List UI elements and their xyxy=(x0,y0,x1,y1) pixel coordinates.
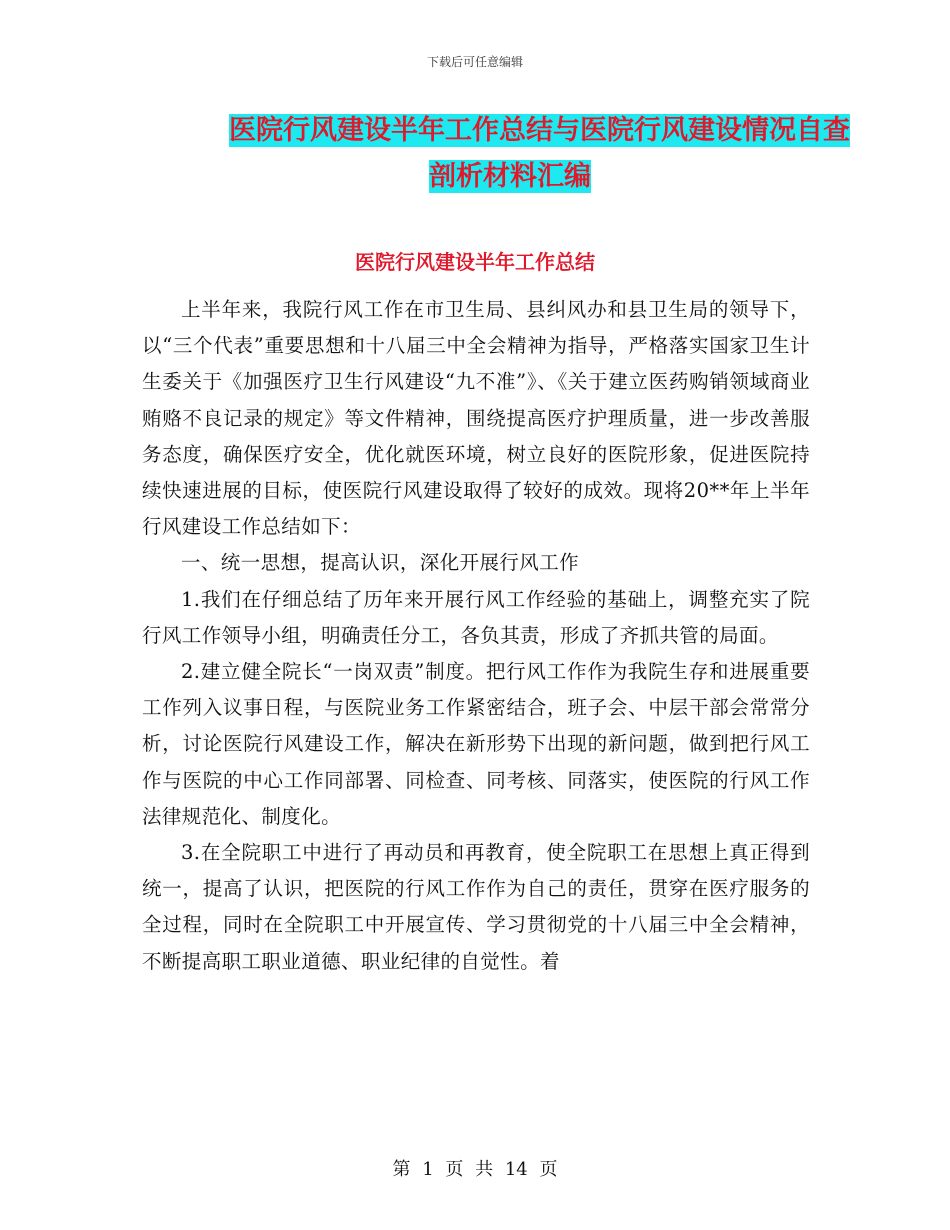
body-text xyxy=(142,292,810,980)
paragraph-item-3: 3.在全院职工中进行了再动员和再教育，使全院职工在思想上真正得到统一，提高了认识，把医院的行风工作作为自己的责任，贯穿在医疗服务的全过程，同时在全院职工中开展宣传、学习贯彻党的十八届三中全会精神，不断提高职工职业道德、职业纪律的自觉性。着 xyxy=(142,841,810,973)
page-footer: 第 1 页 共 14 页 xyxy=(392,1159,558,1180)
header-note: 下载后可任意编辑 xyxy=(426,55,523,69)
section-title: 医院行风建设半年工作总结 xyxy=(355,250,595,274)
paragraph-intro: 上半年来，我院行风工作在市卫生局、县纠风办和县卫生局的领导下，以“三个代表”重要思想和十八届三中全会精神为指导，严格落实国家卫生计生委关于《加强医疗卫生行风建设“九不准”》、《关于建立医药购销领域商业贿赂不良记录的规定》等文件精神，围绕提高医疗护理质量，进一步改善服务态度，确保医疗安全，优化就医环境，树立良好的医院形象，促进医院持续快速进展的目标，使医院行风建设取得了较好的成效。现将20**年上半年行风建设工作总结如下： xyxy=(142,298,810,539)
document-title xyxy=(150,108,850,200)
paragraph-item-2: 2.建立健全院长“一岗双责”制度。把行风工作作为我院生存和进展重要工作列入议事日程，与医院业务工作紧密结合，班子会、中层干部会常常分析，讨论医院行风建设工作，解决在新形势下出现的新问题，做到把行风工作与医院的中心工作同部署、同检查、同考核、同落实，使医院的行风工作法律规范化、制度化。 xyxy=(142,660,810,828)
title-line-1: 医院行风建设半年工作总结与医院行风建设情况自查 xyxy=(229,115,850,146)
paragraph-item-1: 1.我们在仔细总结了历年来开展行风工作经验的基础上，调整充实了院行风工作领导小组，明确责任分工，各负其责，形成了齐抓共管的局面。 xyxy=(142,587,810,647)
paragraph-heading-1: 一、统一思想，提高认识，深化开展行风工作 xyxy=(181,551,580,575)
title-line-2: 剖析材料汇编 xyxy=(429,161,591,192)
